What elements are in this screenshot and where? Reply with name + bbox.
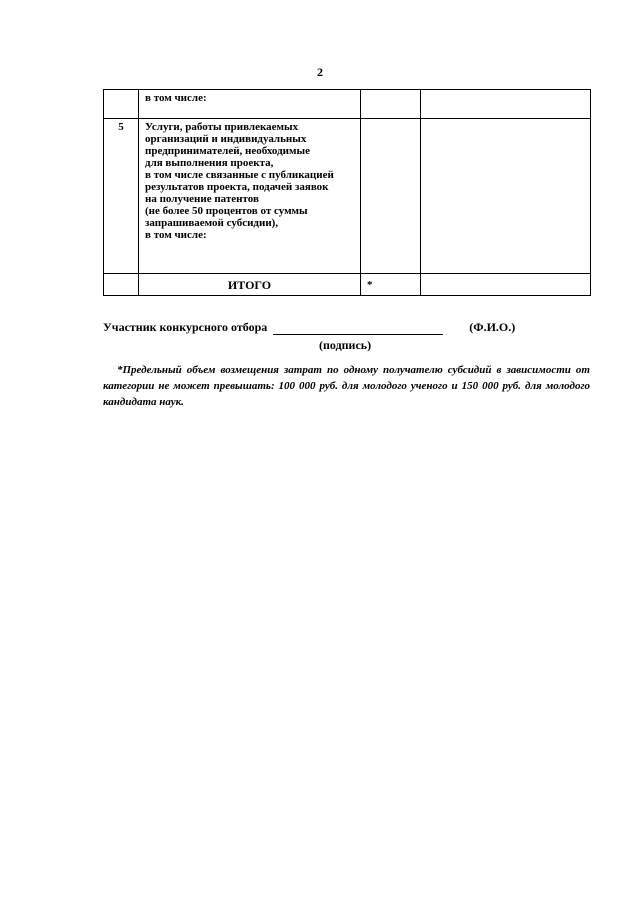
signature-hint: (подпись) [319,338,372,352]
total-label: ИТОГО [139,274,361,296]
row-amount-cell [361,90,421,119]
row-amount-cell [361,119,421,274]
row-number-cell [104,90,139,119]
expense-table [103,89,591,296]
fio-label: (Ф.И.О.) [469,320,516,334]
page-number: 2 [317,65,323,79]
signature-block [103,320,590,353]
row-description-cell: в том числе: [139,90,361,119]
total-row [104,274,591,296]
table-row [104,90,591,119]
row-number-cell: 5 [104,119,139,274]
total-number-cell [104,274,139,296]
signature-line [273,322,443,335]
row-justification-cell [421,119,591,274]
total-footnote-mark: * [361,274,421,296]
footnote: *Предельный объем возмещения затрат по одному получателю субсидий в зависимости от категории не может превышать: 100 000 руб. для молодого ученого и 150 000 руб. для молодого кандидата наук. [103,364,590,408]
row-justification-cell [421,90,591,119]
row-description-cell: Услуги, работы привлекаемых организаций и индивидуальных предпринимателей, необходимые для выполнения проекта, в том числе связанные с публикацией результатов проекта, подачей заявок на получение патентов (не более 50 процентов от суммы запрашиваемой субсидии), в том числе: [139,119,361,274]
table-row [104,119,591,274]
participant-label: Участник конкурсного отбора [103,320,268,334]
total-justification-cell [421,274,591,296]
